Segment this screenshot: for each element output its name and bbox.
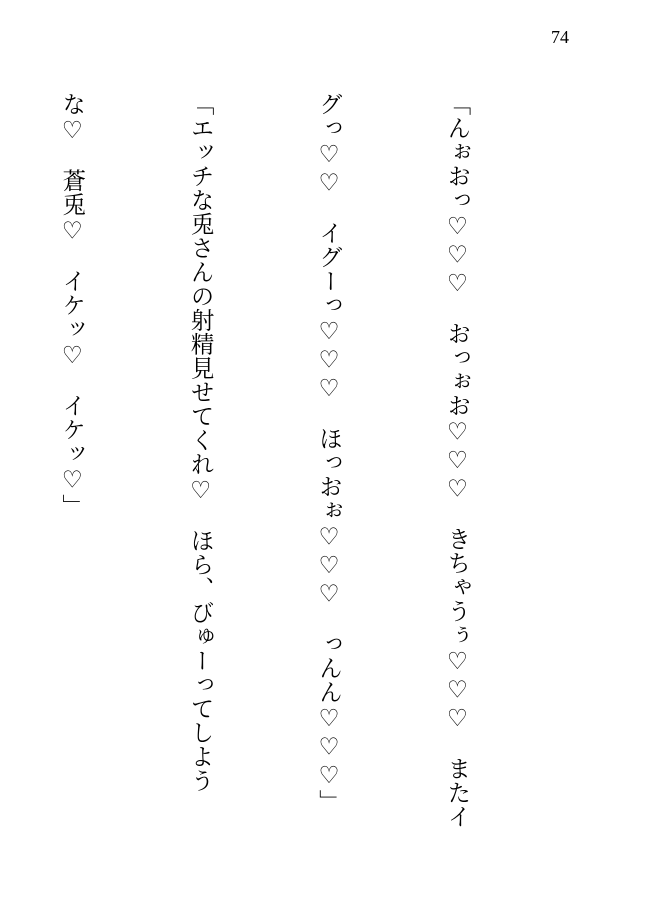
text-line: 「んぉおっ♡♡♡ おっぉお♡♡♡ きちゃうぅ♡♡♡ またイ (443, 92, 472, 829)
vertical-text-body (0, 92, 564, 832)
text-line: な♡ 蒼兎♡ イケッ♡ イケッ♡」 (58, 92, 87, 518)
text-line: 「エッチな兎さんの射精見せてくれ♡ ほら、びゅーってしよう (186, 92, 215, 793)
text-line: グっ♡♡ イグーっ♡♡♡ ほっおぉ♡♡♡ っんん♡♡♡」 (315, 92, 344, 814)
page-number: 74 (551, 27, 569, 47)
